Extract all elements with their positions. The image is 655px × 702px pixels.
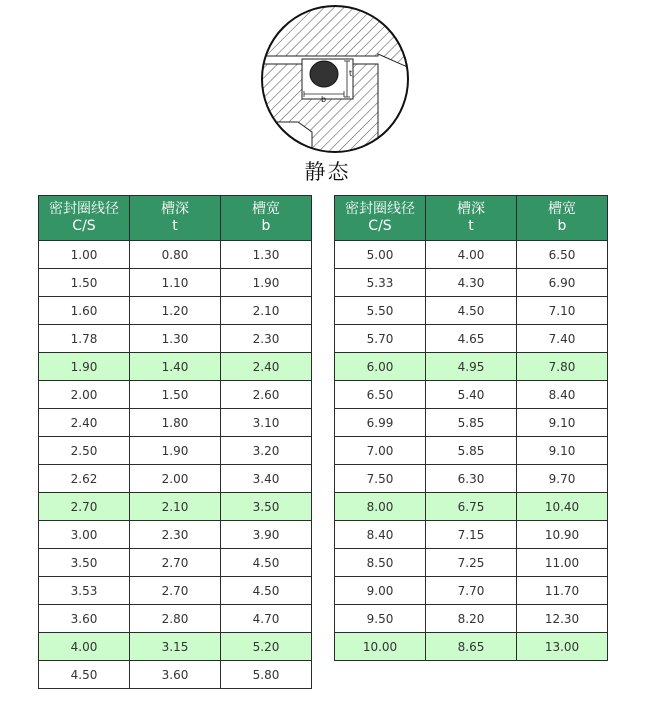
- cell-b: 4.50: [221, 549, 312, 577]
- dimension-t-label: t: [349, 69, 353, 78]
- header-t-title: 槽深: [457, 201, 485, 217]
- cell-t: 7.25: [426, 549, 517, 577]
- cell-b: 9.10: [517, 409, 608, 437]
- header-b-symbol: b: [557, 218, 567, 234]
- cell-cs: 2.00: [39, 381, 130, 409]
- table-row: [335, 633, 608, 661]
- cell-b: 11.70: [517, 577, 608, 605]
- cell-t: 1.80: [130, 409, 221, 437]
- table-row: [39, 297, 312, 325]
- cell-t: 3.60: [130, 661, 221, 689]
- cell-cs: 4.00: [39, 633, 130, 661]
- cell-cs: 5.33: [335, 269, 426, 297]
- cell-b: 4.70: [221, 605, 312, 633]
- cell-t: 5.40: [426, 381, 517, 409]
- table-row: [335, 465, 608, 493]
- table-row: [39, 493, 312, 521]
- header-b: [517, 196, 608, 241]
- cell-t: 4.30: [426, 269, 517, 297]
- groove-size-table-right: [334, 195, 608, 661]
- cell-b: 3.50: [221, 493, 312, 521]
- cell-t: 2.70: [130, 549, 221, 577]
- cell-cs: 4.50: [39, 661, 130, 689]
- cell-t: 2.10: [130, 493, 221, 521]
- header-cs: [39, 196, 130, 241]
- table-row: [39, 549, 312, 577]
- cell-cs: 5.50: [335, 297, 426, 325]
- cell-cs: 3.50: [39, 549, 130, 577]
- cell-b: 6.90: [517, 269, 608, 297]
- cell-cs: 1.78: [39, 325, 130, 353]
- table-row: [335, 325, 608, 353]
- cell-b: 5.20: [221, 633, 312, 661]
- cell-t: 2.30: [130, 521, 221, 549]
- table-row: [335, 605, 608, 633]
- cell-t: 1.30: [130, 325, 221, 353]
- groove-cross-section-diagram: [258, 4, 412, 154]
- cell-t: 2.70: [130, 577, 221, 605]
- table-row: [335, 493, 608, 521]
- table-row: [39, 521, 312, 549]
- table-row: [39, 353, 312, 381]
- cell-b: 9.10: [517, 437, 608, 465]
- table-row: [39, 241, 312, 269]
- dimension-b-label: b: [321, 95, 327, 104]
- table-header-row: [39, 196, 312, 241]
- cell-b: 10.90: [517, 521, 608, 549]
- cell-cs: 2.62: [39, 465, 130, 493]
- cell-t: 1.40: [130, 353, 221, 381]
- cell-b: 4.50: [221, 577, 312, 605]
- header-cs-title: 密封圈线径: [345, 201, 415, 217]
- cell-cs: 8.40: [335, 521, 426, 549]
- cell-cs: 2.40: [39, 409, 130, 437]
- header-b: [221, 196, 312, 241]
- cell-cs: 7.00: [335, 437, 426, 465]
- header-b-symbol: b: [261, 218, 271, 234]
- header-t-symbol: t: [468, 218, 474, 234]
- cell-t: 4.00: [426, 241, 517, 269]
- cell-t: 2.00: [130, 465, 221, 493]
- cell-b: 7.10: [517, 297, 608, 325]
- header-t: [130, 196, 221, 241]
- cell-cs: 6.50: [335, 381, 426, 409]
- cell-b: 9.70: [517, 465, 608, 493]
- cell-b: 6.50: [517, 241, 608, 269]
- table-row: [335, 549, 608, 577]
- o-ring-section: [310, 61, 338, 87]
- cell-b: 3.40: [221, 465, 312, 493]
- table-row: [39, 661, 312, 689]
- cell-cs: 6.00: [335, 353, 426, 381]
- table-row: [39, 409, 312, 437]
- table-row: [39, 577, 312, 605]
- cell-t: 5.85: [426, 437, 517, 465]
- cell-b: 3.20: [221, 437, 312, 465]
- cell-t: 7.70: [426, 577, 517, 605]
- cell-b: 12.30: [517, 605, 608, 633]
- cell-cs: 9.00: [335, 577, 426, 605]
- table-row: [39, 465, 312, 493]
- cell-b: 2.10: [221, 297, 312, 325]
- table-row: [39, 269, 312, 297]
- cell-t: 0.80: [130, 241, 221, 269]
- table-row: [335, 297, 608, 325]
- table-row: [335, 521, 608, 549]
- cell-b: 2.30: [221, 325, 312, 353]
- cell-cs: 7.50: [335, 465, 426, 493]
- table-row: [335, 269, 608, 297]
- table-row: [39, 437, 312, 465]
- table-row: [39, 381, 312, 409]
- cell-cs: 9.50: [335, 605, 426, 633]
- cell-cs: 10.00: [335, 633, 426, 661]
- table-row: [335, 409, 608, 437]
- cell-t: 4.65: [426, 325, 517, 353]
- groove-size-table-left: [38, 195, 312, 689]
- cell-cs: 3.53: [39, 577, 130, 605]
- cell-cs: 8.50: [335, 549, 426, 577]
- header-cs-title: 密封圈线径: [49, 201, 119, 217]
- cell-cs: 3.60: [39, 605, 130, 633]
- header-cs-symbol: C/S: [368, 218, 392, 234]
- cell-t: 4.50: [426, 297, 517, 325]
- cell-cs: 2.70: [39, 493, 130, 521]
- header-b-title: 槽宽: [252, 201, 280, 217]
- cell-cs: 3.00: [39, 521, 130, 549]
- cell-b: 8.40: [517, 381, 608, 409]
- table-row: [39, 325, 312, 353]
- cell-cs: 1.60: [39, 297, 130, 325]
- cell-b: 13.00: [517, 633, 608, 661]
- table-row: [39, 605, 312, 633]
- cell-t: 1.20: [130, 297, 221, 325]
- header-cs: [335, 196, 426, 241]
- cell-t: 8.20: [426, 605, 517, 633]
- cell-b: 3.10: [221, 409, 312, 437]
- cell-b: 7.40: [517, 325, 608, 353]
- header-t: [426, 196, 517, 241]
- cell-cs: 2.50: [39, 437, 130, 465]
- cell-cs: 1.90: [39, 353, 130, 381]
- cell-t: 4.95: [426, 353, 517, 381]
- cell-b: 7.80: [517, 353, 608, 381]
- cell-cs: 1.00: [39, 241, 130, 269]
- cell-t: 5.85: [426, 409, 517, 437]
- cell-t: 8.65: [426, 633, 517, 661]
- cell-cs: 5.70: [335, 325, 426, 353]
- cell-cs: 5.00: [335, 241, 426, 269]
- header-t-symbol: t: [172, 218, 178, 234]
- cell-b: 1.30: [221, 241, 312, 269]
- cell-b: 1.90: [221, 269, 312, 297]
- cell-b: 3.90: [221, 521, 312, 549]
- cell-b: 11.00: [517, 549, 608, 577]
- cell-t: 3.15: [130, 633, 221, 661]
- table-row: [335, 353, 608, 381]
- cell-t: 6.75: [426, 493, 517, 521]
- cell-t: 6.30: [426, 465, 517, 493]
- table-header-row: [335, 196, 608, 241]
- cell-cs: 8.00: [335, 493, 426, 521]
- header-t-title: 槽深: [161, 201, 189, 217]
- header-cs-symbol: C/S: [72, 218, 96, 234]
- cell-t: 7.15: [426, 521, 517, 549]
- table-row: [335, 381, 608, 409]
- table-row: [335, 241, 608, 269]
- table-row: [335, 577, 608, 605]
- cell-t: 1.10: [130, 269, 221, 297]
- cell-t: 1.90: [130, 437, 221, 465]
- cell-cs: 6.99: [335, 409, 426, 437]
- cell-b: 10.40: [517, 493, 608, 521]
- cell-b: 2.40: [221, 353, 312, 381]
- table-row: [39, 633, 312, 661]
- diagram-caption: 静态: [304, 160, 351, 184]
- cell-cs: 1.50: [39, 269, 130, 297]
- cell-b: 5.80: [221, 661, 312, 689]
- cell-t: 1.50: [130, 381, 221, 409]
- table-row: [335, 437, 608, 465]
- cell-b: 2.60: [221, 381, 312, 409]
- header-b-title: 槽宽: [548, 201, 576, 217]
- cell-t: 2.80: [130, 605, 221, 633]
